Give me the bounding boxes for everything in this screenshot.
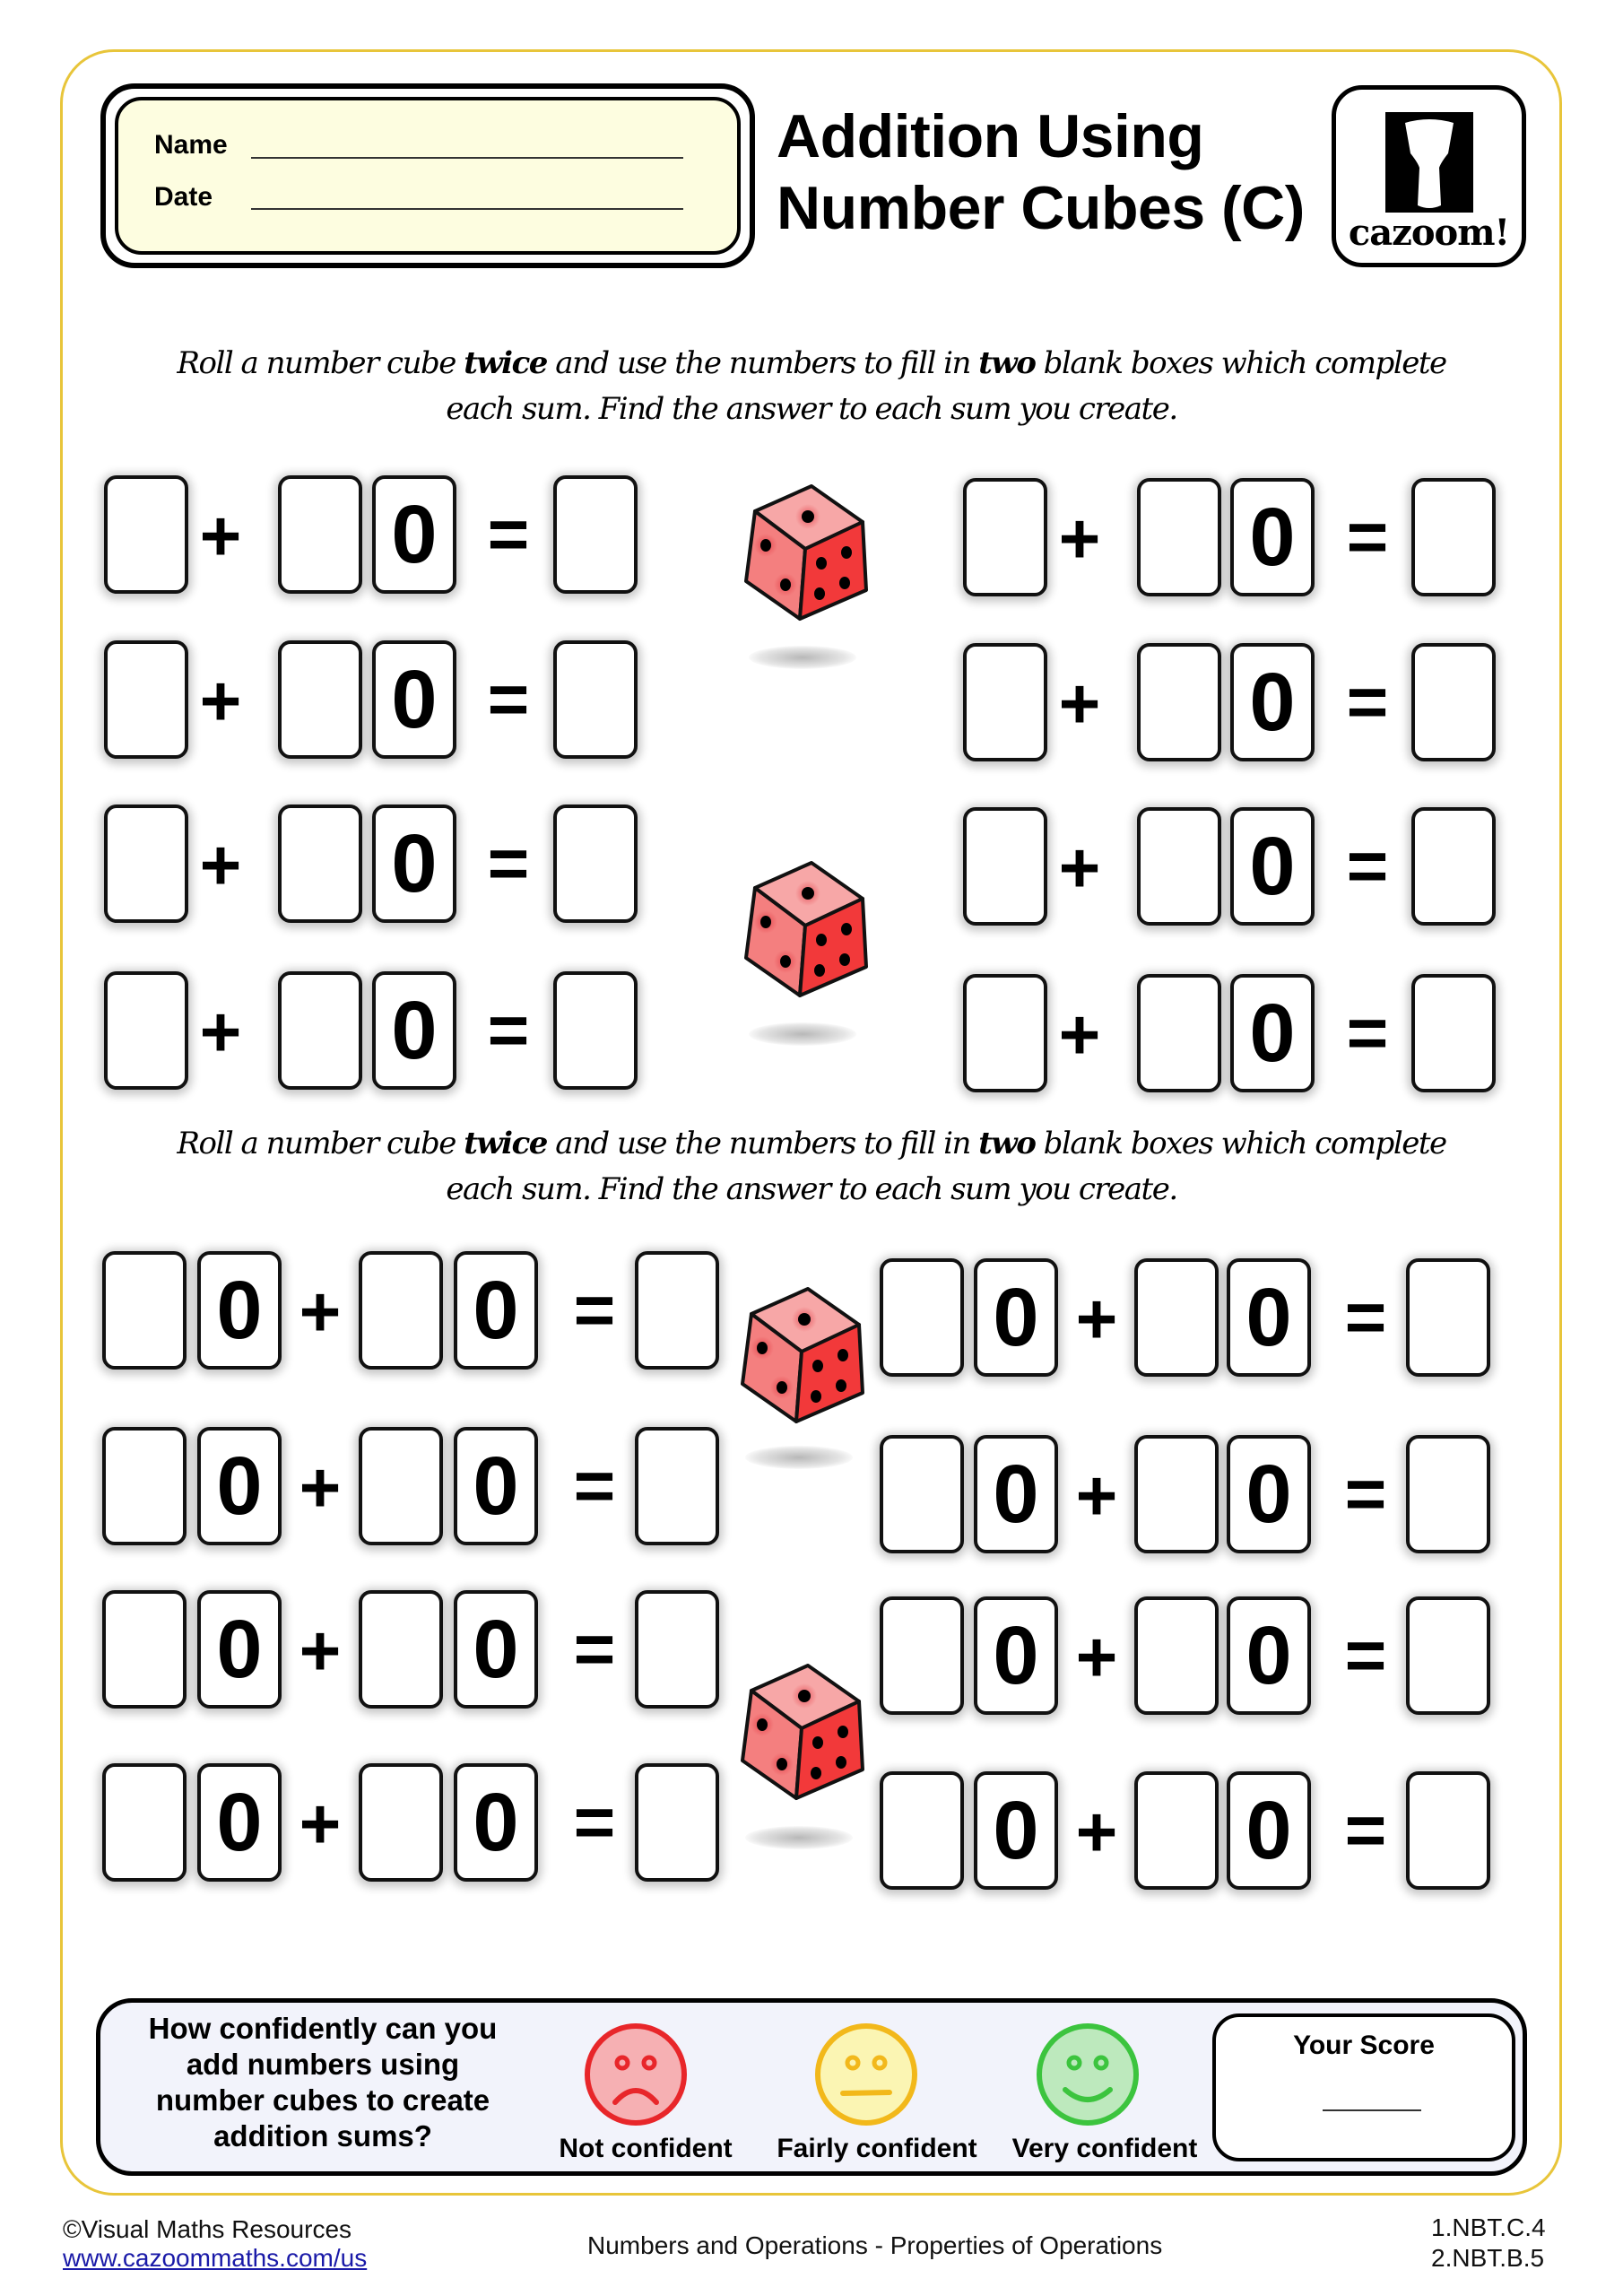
answer-box[interactable] bbox=[553, 971, 638, 1090]
equals-sign: = bbox=[573, 1609, 616, 1689]
zero-digit-box: 0 bbox=[197, 1251, 282, 1370]
tens-digit-box-1[interactable] bbox=[102, 1427, 187, 1545]
not-confident-label[interactable]: Not confident bbox=[559, 2134, 733, 2163]
tens-digit-box-2[interactable] bbox=[1134, 1771, 1219, 1890]
answer-box[interactable] bbox=[635, 1763, 719, 1882]
drum-icon bbox=[1385, 112, 1473, 213]
equals-sign: = bbox=[573, 1270, 616, 1350]
tens-digit-box[interactable] bbox=[278, 804, 362, 923]
equals-sign: = bbox=[1344, 1615, 1387, 1695]
plus-sign: + bbox=[199, 825, 242, 905]
answer-box[interactable] bbox=[553, 804, 638, 923]
addend-1-box[interactable] bbox=[104, 640, 188, 759]
very-confident-label[interactable]: Very confident bbox=[1011, 2134, 1198, 2163]
answer-box[interactable] bbox=[1406, 1771, 1490, 1890]
tens-digit-box[interactable] bbox=[1137, 643, 1221, 761]
die-shadow bbox=[749, 1022, 856, 1046]
addend-1-box[interactable] bbox=[963, 974, 1047, 1092]
tens-digit-box[interactable] bbox=[1137, 478, 1221, 596]
equals-sign: = bbox=[573, 1446, 616, 1526]
zero-digit-box: 0 bbox=[372, 804, 456, 923]
tens-digit-box-1[interactable] bbox=[880, 1435, 964, 1553]
standard-2: 2.NBT.B.5 bbox=[1431, 2244, 1545, 2272]
zero-digit-box: 0 bbox=[197, 1763, 282, 1882]
zero-digit-box: 0 bbox=[974, 1435, 1058, 1553]
confidence-question: How confidently can you add numbers using number cubes to create addition sums? bbox=[148, 2012, 498, 2152]
happy-face-icon[interactable] bbox=[1035, 2022, 1141, 2127]
plus-sign: + bbox=[299, 1611, 342, 1691]
name-date-box bbox=[115, 97, 741, 255]
instruction-2: Roll a number cube twice and use the numbers to fill in two blank boxes which complete each sum. Find the answer to each sum you create. bbox=[177, 1126, 1446, 1207]
title-line-1: Addition Using bbox=[777, 102, 1204, 170]
equals-sign: = bbox=[1346, 497, 1389, 577]
zero-digit-box: 0 bbox=[197, 1427, 282, 1545]
die-shadow bbox=[745, 1826, 853, 1849]
answer-box[interactable] bbox=[553, 640, 638, 759]
tens-digit-box[interactable] bbox=[278, 971, 362, 1090]
name-label: Name bbox=[154, 130, 228, 160]
equals-sign: = bbox=[1344, 1277, 1387, 1357]
zero-digit-box: 0 bbox=[372, 475, 456, 594]
plus-sign: + bbox=[1075, 1792, 1118, 1872]
tens-digit-box-2[interactable] bbox=[1134, 1596, 1219, 1715]
equals-sign: = bbox=[1346, 826, 1389, 906]
zero-digit-box: 0 bbox=[974, 1258, 1058, 1377]
zero-digit-box: 0 bbox=[1227, 1596, 1311, 1715]
equals-sign: = bbox=[1346, 993, 1389, 1073]
standard-1: 1.NBT.C.4 bbox=[1431, 2213, 1546, 2241]
plus-sign: + bbox=[199, 496, 242, 576]
plus-sign: + bbox=[199, 661, 242, 741]
answer-box[interactable] bbox=[635, 1251, 719, 1370]
answer-box[interactable] bbox=[1406, 1435, 1490, 1553]
plus-sign: + bbox=[1058, 664, 1101, 744]
zero-digit-box: 0 bbox=[1230, 807, 1315, 926]
zero-digit-box: 0 bbox=[454, 1763, 538, 1882]
answer-box[interactable] bbox=[1411, 807, 1496, 926]
date-label: Date bbox=[154, 182, 213, 212]
plus-sign: + bbox=[299, 1272, 342, 1352]
tens-digit-box[interactable] bbox=[1137, 807, 1221, 926]
tens-digit-box[interactable] bbox=[1137, 974, 1221, 1092]
answer-box[interactable] bbox=[553, 475, 638, 594]
tens-digit-box-1[interactable] bbox=[880, 1596, 964, 1715]
tens-digit-box[interactable] bbox=[278, 475, 362, 594]
answer-box[interactable] bbox=[1411, 643, 1496, 761]
zero-digit-box: 0 bbox=[454, 1590, 538, 1709]
red-die-icon bbox=[744, 475, 870, 628]
fairly-confident-label[interactable]: Fairly confident bbox=[777, 2134, 977, 2163]
addend-1-box[interactable] bbox=[104, 971, 188, 1090]
addend-1-box[interactable] bbox=[963, 643, 1047, 761]
red-die-icon bbox=[741, 1655, 866, 1807]
zero-digit-box: 0 bbox=[1227, 1258, 1311, 1377]
plus-sign: + bbox=[1058, 995, 1101, 1074]
equals-sign: = bbox=[487, 990, 530, 1070]
equals-sign: = bbox=[573, 1782, 616, 1862]
neutral-face-icon[interactable] bbox=[813, 2022, 919, 2127]
tens-digit-box-1[interactable] bbox=[880, 1258, 964, 1377]
plus-sign: + bbox=[299, 1784, 342, 1864]
plus-sign: + bbox=[1058, 828, 1101, 908]
red-die-icon bbox=[744, 852, 870, 1004]
tens-digit-box[interactable] bbox=[278, 640, 362, 759]
page-title bbox=[777, 100, 1305, 244]
plus-sign: + bbox=[1075, 1456, 1118, 1535]
red-die-icon bbox=[741, 1278, 866, 1431]
equals-sign: = bbox=[1344, 1790, 1387, 1870]
tens-digit-box-2[interactable] bbox=[1134, 1258, 1219, 1377]
addend-1-box[interactable] bbox=[104, 475, 188, 594]
zero-digit-box: 0 bbox=[1230, 643, 1315, 761]
score-field[interactable] bbox=[1323, 2109, 1421, 2111]
plus-sign: + bbox=[299, 1448, 342, 1527]
tens-digit-box-2[interactable] bbox=[1134, 1435, 1219, 1553]
zero-digit-box: 0 bbox=[1230, 974, 1315, 1092]
zero-digit-box: 0 bbox=[1227, 1771, 1311, 1890]
zero-digit-box: 0 bbox=[974, 1596, 1058, 1715]
instruction-1: Roll a number cube twice and use the numbers to fill in two blank boxes which complete each sum. Find the answer to each sum you create. bbox=[177, 345, 1446, 427]
title-line-2: Number Cubes (C) bbox=[777, 174, 1305, 242]
zero-digit-box: 0 bbox=[197, 1590, 282, 1709]
website-link-wrap bbox=[63, 2244, 367, 2273]
equals-sign: = bbox=[487, 823, 530, 903]
tens-digit-box-1[interactable] bbox=[102, 1251, 187, 1370]
date-field[interactable] bbox=[251, 208, 683, 210]
plus-sign: + bbox=[1075, 1617, 1118, 1697]
zero-digit-box: 0 bbox=[454, 1251, 538, 1370]
tens-digit-box-2[interactable] bbox=[359, 1251, 443, 1370]
answer-box[interactable] bbox=[635, 1590, 719, 1709]
website-link[interactable]: www.cazoommaths.com/us bbox=[63, 2244, 368, 2272]
answer-box[interactable] bbox=[1406, 1258, 1490, 1377]
answer-box[interactable] bbox=[1411, 974, 1496, 1092]
name-field[interactable] bbox=[251, 157, 683, 159]
zero-digit-box: 0 bbox=[974, 1771, 1058, 1890]
zero-digit-box: 0 bbox=[1227, 1435, 1311, 1553]
addend-1-box[interactable] bbox=[104, 804, 188, 923]
tens-digit-box-1[interactable] bbox=[880, 1771, 964, 1890]
addend-1-box[interactable] bbox=[963, 478, 1047, 596]
equals-sign: = bbox=[487, 659, 530, 739]
answer-box[interactable] bbox=[1406, 1596, 1490, 1715]
equals-sign: = bbox=[1344, 1454, 1387, 1534]
tens-digit-box-2[interactable] bbox=[359, 1590, 443, 1709]
answer-box[interactable] bbox=[635, 1427, 719, 1545]
answer-box[interactable] bbox=[1411, 478, 1496, 596]
zero-digit-box: 0 bbox=[372, 971, 456, 1090]
zero-digit-box: 0 bbox=[454, 1427, 538, 1545]
score-label: Your Score bbox=[1293, 2031, 1435, 2060]
die-shadow bbox=[749, 646, 856, 669]
zero-digit-box: 0 bbox=[372, 640, 456, 759]
sad-face-icon[interactable] bbox=[583, 2022, 689, 2127]
plus-sign: + bbox=[199, 992, 242, 1072]
logo-text: cazoom! bbox=[1348, 212, 1510, 254]
plus-sign: + bbox=[1075, 1279, 1118, 1359]
tens-digit-box-2[interactable] bbox=[359, 1427, 443, 1545]
tens-digit-box-1[interactable] bbox=[102, 1590, 187, 1709]
plus-sign: + bbox=[1058, 499, 1101, 578]
copyright: ©Visual Maths Resources bbox=[63, 2215, 352, 2243]
zero-digit-box: 0 bbox=[1230, 478, 1315, 596]
die-shadow bbox=[745, 1446, 853, 1469]
topic: Numbers and Operations - Properties of Operations bbox=[587, 2231, 1163, 2259]
tens-digit-box-1[interactable] bbox=[102, 1763, 187, 1882]
equals-sign: = bbox=[487, 494, 530, 574]
addend-1-box[interactable] bbox=[963, 807, 1047, 926]
equals-sign: = bbox=[1346, 662, 1389, 742]
tens-digit-box-2[interactable] bbox=[359, 1763, 443, 1882]
